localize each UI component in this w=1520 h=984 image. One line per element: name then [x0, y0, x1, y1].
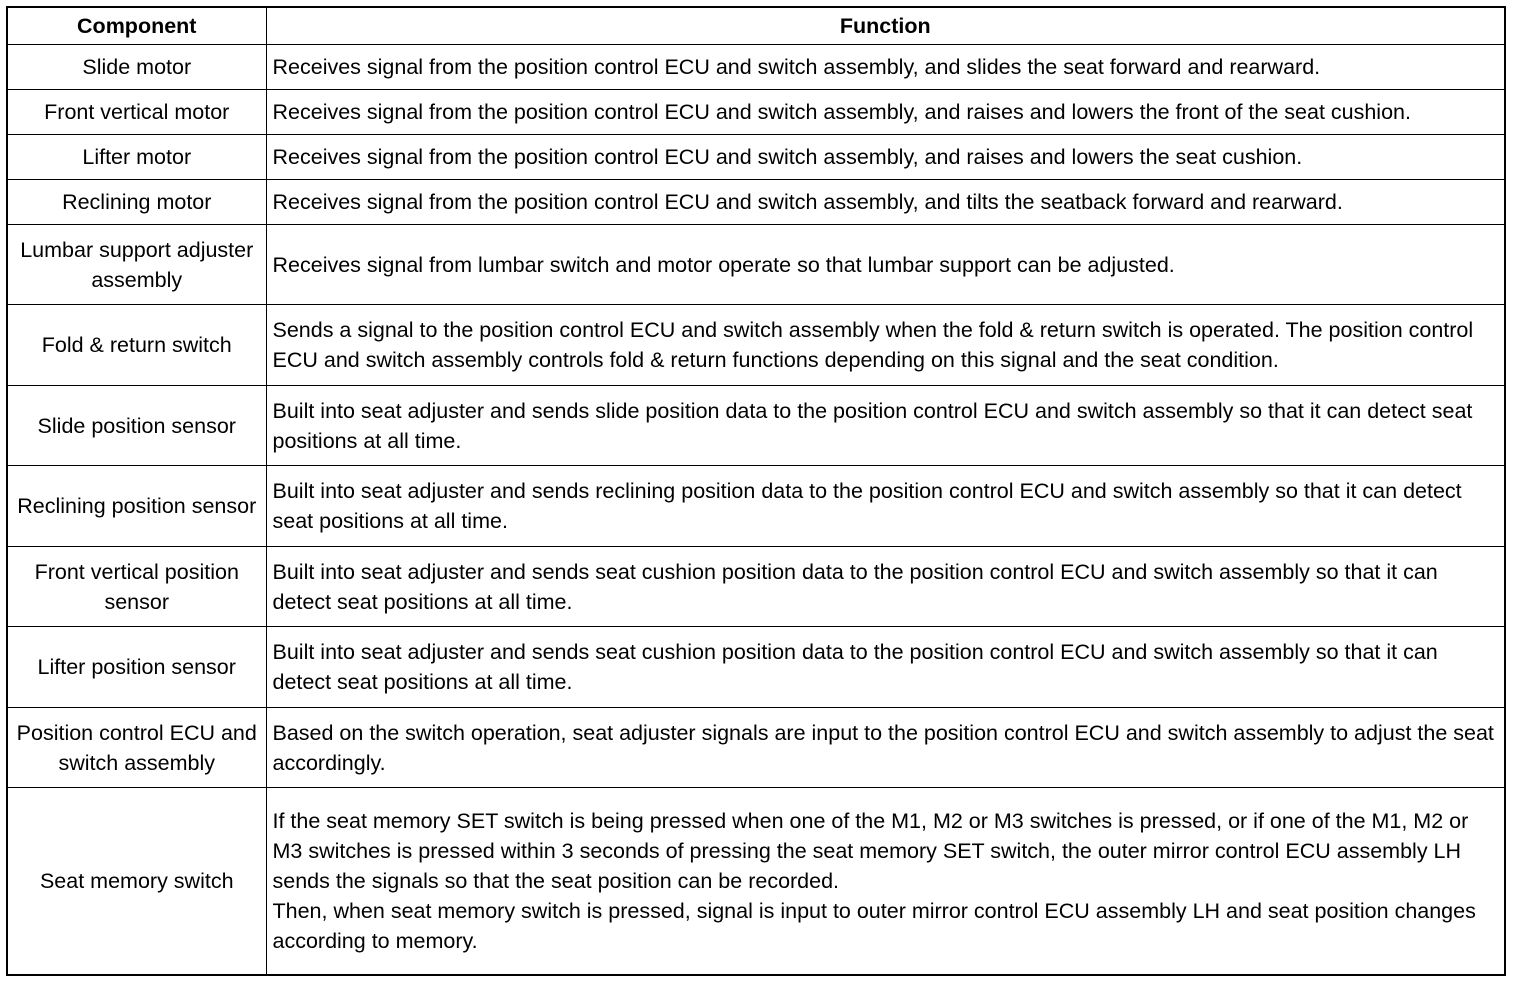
component-function-table [8, 8, 1504, 974]
table-row [8, 385, 1504, 465]
function-text: Receives signal from the position control ECU and switch assembly, and raises and lowers the seat cushion. [272, 145, 1303, 170]
function-text: Receives signal from lumbar switch and motor operate so that lumbar support can be adjusted. [272, 253, 1175, 278]
function-cell [266, 787, 1504, 974]
table-row [8, 627, 1504, 707]
table-row [8, 134, 1504, 179]
component-cell: Lifter motor [8, 134, 266, 179]
component-cell: Slide motor [8, 45, 266, 90]
function-text: Built into seat adjuster and sends slide position data to the position control ECU and switch assembly so that it can detect seat positions at all time. [272, 398, 1473, 453]
component-cell: Lifter position sensor [8, 627, 266, 707]
component-function-table-frame [6, 6, 1506, 976]
function-cell [266, 466, 1504, 546]
component-cell: Reclining position sensor [8, 466, 266, 546]
component-cell: Front vertical motor [8, 89, 266, 134]
table-row [8, 546, 1504, 626]
component-cell: Reclining motor [8, 179, 266, 224]
table-header-row [8, 8, 1504, 45]
component-cell: Slide position sensor [8, 385, 266, 465]
table-row [8, 89, 1504, 134]
function-text: Built into seat adjuster and sends reclining position data to the position control ECU and switch assembly so that it can detect seat positions at all time. [272, 479, 1462, 534]
function-text: Receives signal from the position control ECU and switch assembly, and tilts the seatback forward and rearward. [272, 190, 1343, 215]
function-text: If the seat memory SET switch is being pressed when one of the M1, M2 or M3 switches is pressed, or if one of the M1, M2 or M3 switches is pressed within 3 seconds of pressing the seat memory SET switch, the outer mirror control ECU assembly LH sends the signals so that the seat position can be recorded. [272, 809, 1469, 894]
function-cell [266, 546, 1504, 626]
table-body [8, 45, 1504, 975]
function-text: Built into seat adjuster and sends seat cushion position data to the position control ECU and switch assembly so that it can detect seat positions at all time. [272, 559, 1438, 614]
function-text: Then, when seat memory switch is pressed, signal is input to outer mirror control ECU assembly LH and seat position changes according to memory. [272, 899, 1476, 954]
function-text: Receives signal from the position control ECU and switch assembly, and raises and lowers the front of the seat cushion. [272, 100, 1411, 125]
table-row [8, 707, 1504, 787]
component-cell: Front vertical position sensor [8, 546, 266, 626]
table-row [8, 305, 1504, 385]
table-row [8, 466, 1504, 546]
table-row [8, 787, 1504, 974]
component-cell: Position control ECU and switch assembly [8, 707, 266, 787]
function-cell [266, 45, 1504, 90]
table-row [8, 45, 1504, 90]
function-text: Built into seat adjuster and sends seat cushion position data to the position control ECU and switch assembly so that it can detect seat positions at all time. [272, 640, 1438, 695]
component-cell: Fold & return switch [8, 305, 266, 385]
function-cell [266, 707, 1504, 787]
table-row [8, 179, 1504, 224]
function-cell [266, 305, 1504, 385]
function-text: Receives signal from the position control ECU and switch assembly, and slides the seat forward and rearward. [272, 55, 1321, 80]
component-cell: Lumbar support adjuster assembly [8, 224, 266, 304]
function-text: Sends a signal to the position control ECU and switch assembly when the fold & return switch is operated. The position control ECU and switch assembly controls fold & return functions depending on this signal and the seat condition. [272, 318, 1474, 373]
header-function: Function [266, 8, 1504, 45]
function-cell [266, 627, 1504, 707]
header-component: Component [8, 8, 266, 45]
function-cell [266, 179, 1504, 224]
table-row [8, 224, 1504, 304]
function-cell [266, 385, 1504, 465]
function-cell [266, 134, 1504, 179]
component-cell: Seat memory switch [8, 787, 266, 974]
function-cell [266, 89, 1504, 134]
function-text: Based on the switch operation, seat adjuster signals are input to the position control ECU and switch assembly to adjust the seat accordingly. [272, 720, 1494, 775]
function-cell [266, 224, 1504, 304]
